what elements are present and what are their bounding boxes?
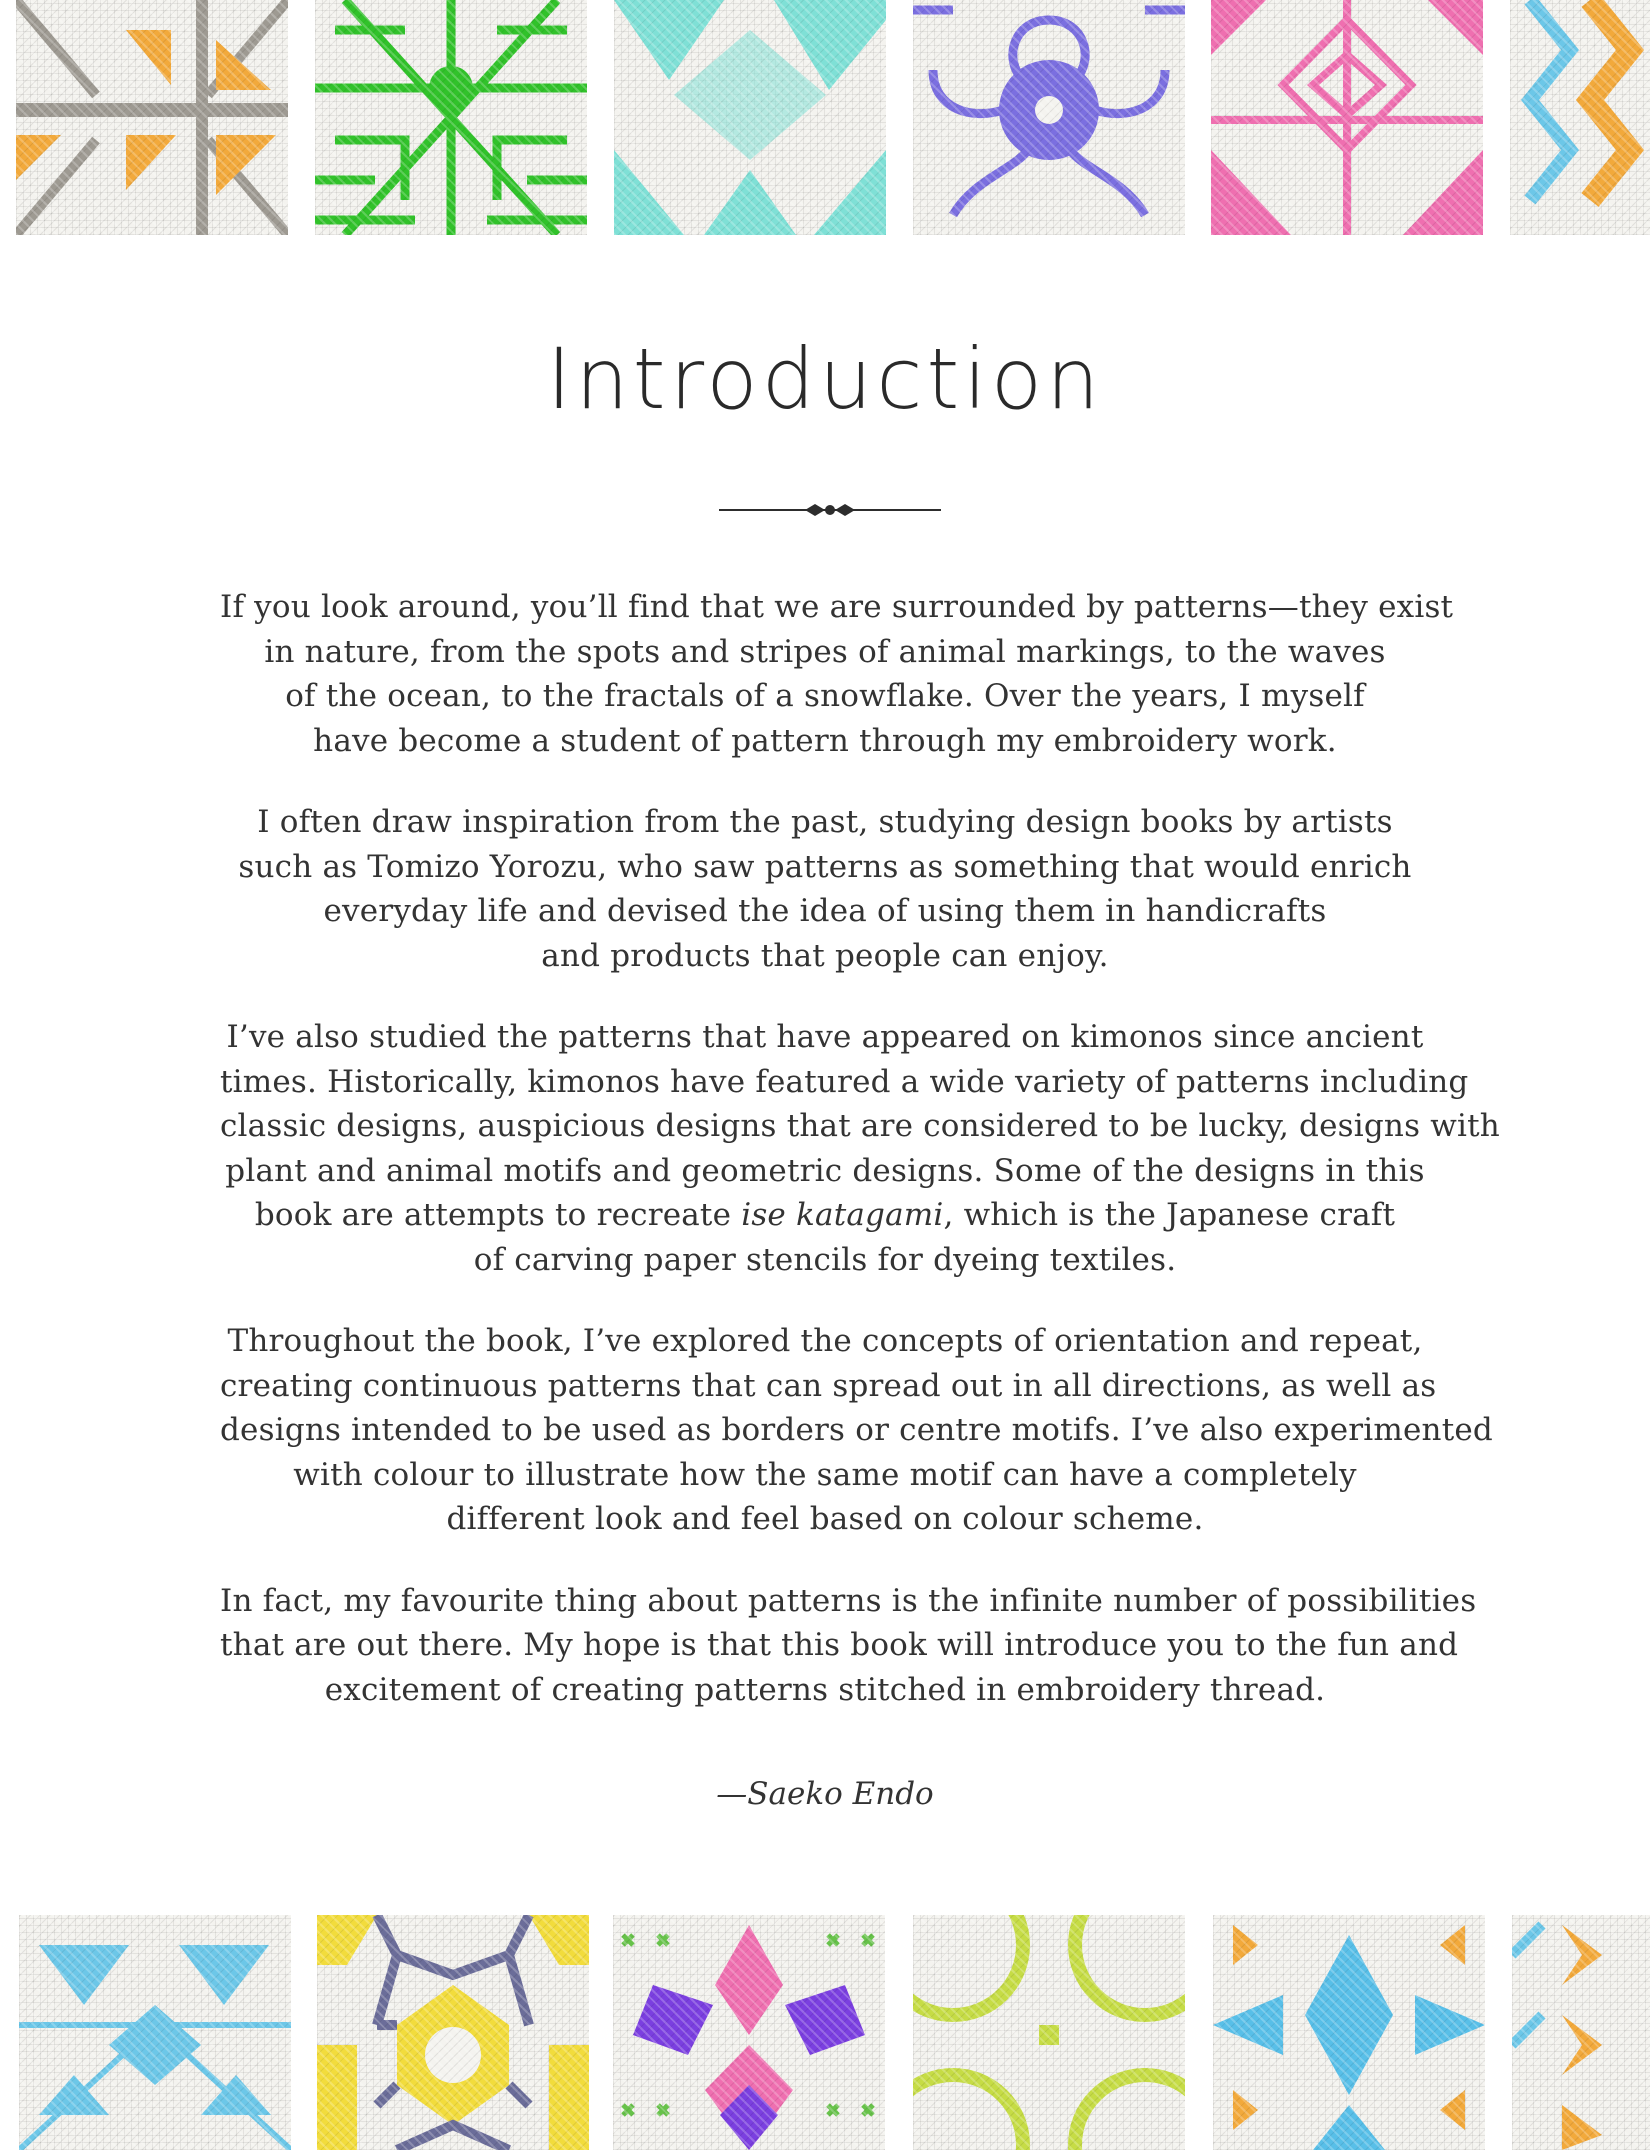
tile-lime-rings (913, 1915, 1185, 2150)
paragraph-1 (220, 585, 1454, 763)
tile-orange-arrows (1512, 1915, 1650, 2150)
p4-line-1: Throughout the book, I’ve explored the concepts of orientation and repeat, (227, 1323, 1423, 1359)
top-pattern-strip (0, 0, 1650, 235)
tile2-center (429, 66, 473, 110)
tile-green-star-art (315, 0, 587, 235)
tile-blue-lattice-art (19, 1915, 291, 2150)
tile10-center (1039, 2025, 1059, 2045)
tile6-yellow (1590, 0, 1630, 200)
p2-line-2: such as Tomizo Yorozu, who saw patterns as something that would enrich (238, 848, 1412, 885)
p3-line-5-end: , which is the Japanese craft (943, 1197, 1396, 1233)
tile12-orange (1562, 1925, 1602, 2150)
p4-line-5: different look and feel based on colour scheme. (446, 1501, 1204, 1537)
page-title: Introduction (546, 330, 1104, 428)
p1-line-2: in nature, from the spots and stripes of animal markings, to the waves (264, 633, 1386, 670)
tile11-blue (1213, 1935, 1485, 2150)
tile2-lines (315, 0, 587, 235)
tile-orange-triangles (16, 0, 288, 235)
p3-line-4: plant and animal motifs and geometric designs. Some of the designs in this (225, 1152, 1425, 1189)
p3-line-6: of carving paper stencils for dyeing textiles. (473, 1241, 1177, 1278)
p4-line-2: creating continuous patterns that can spread out in all directions, as well as (220, 1367, 1437, 1404)
tile1-tri-c (126, 135, 176, 190)
ornament-divider (719, 498, 941, 522)
tile-pink-medallion (1211, 0, 1483, 235)
tile7-shapes (39, 1945, 271, 2115)
tile-pink-violet-flower (613, 1915, 885, 2150)
p3-line-2: times. Historically, kimonos have featured a wide variety of patterns including (220, 1063, 1469, 1100)
p4-line-3: designs intended to be used as borders or centre motifs. I’ve also experimented (220, 1412, 1493, 1448)
tile-blue-zigzag-art (1510, 0, 1650, 235)
p4-line-4: with colour to illustrate how the same motif can have a completely (293, 1456, 1357, 1493)
tile-blue-orange-star (1213, 1915, 1485, 2150)
p5-line-1: In fact, my favourite thing about patterns is the infinite number of possibilities (220, 1582, 1477, 1619)
ise-katagami-term: ise katagami (741, 1197, 944, 1233)
p3-line-3: classic designs, auspicious designs that are considered to be lucky, designs with (220, 1108, 1500, 1144)
p5-line-2: that are out there. My hope is that this book will introduce you to the fun and (220, 1627, 1459, 1663)
p2-line-1: I often draw inspiration from the past, studying design books by artists (257, 804, 1393, 840)
bottom-pattern-strip (0, 1915, 1650, 2150)
tile-blue-orange-star-art (1213, 1915, 1485, 2150)
tile-yellow-hexagons (317, 1915, 589, 2150)
tile-yellow-hexagons-art (317, 1915, 589, 2150)
tile-lime-rings-art (913, 1915, 1185, 2150)
tile-pink-violet-flower-art (613, 1915, 885, 2150)
tile-orange-arrows-art (1512, 1915, 1650, 2150)
tile-pink-medallion-art (1211, 0, 1483, 235)
tile-mint-diamonds (614, 0, 886, 235)
tile6-zig (1530, 0, 1570, 200)
tile-blue-zigzag (1510, 0, 1650, 235)
p5-line-3: excitement of creating patterns stitched in embroidery thread. (324, 1671, 1326, 1708)
p2-line-3: everyday life and devised the idea of using them in handicrafts (323, 893, 1327, 929)
p1-line-3: of the ocean, to the fractals of a snowflake. Over the years, I myself (285, 678, 1365, 714)
p3-line-5 (220, 1193, 1430, 1238)
tile-purple-flower (913, 0, 1185, 235)
tile-green-star (315, 0, 587, 235)
introduction-body (220, 585, 1500, 1749)
paragraph-2 (220, 800, 1430, 978)
p3-line-1: I’ve also studied the patterns that have appeared on kimonos since ancient (226, 1019, 1424, 1055)
paragraph-4 (220, 1319, 1493, 1542)
tile-blue-lattice (19, 1915, 291, 2150)
tile1-tri-a (126, 30, 171, 85)
p1-line-4: have become a student of pattern through my embroidery work. (313, 722, 1337, 759)
author-signature: —Saeko Endo (716, 1776, 934, 1812)
tile-mint-diamonds-art (614, 0, 886, 235)
tile-orange-triangles-art (16, 0, 288, 235)
tile-purple-flower-art (913, 0, 1185, 235)
paragraph-5 (220, 1579, 1477, 1713)
p2-line-4: and products that people can enjoy. (541, 937, 1109, 974)
paragraph-3 (220, 1015, 1500, 1282)
tile3-shapes (614, 0, 886, 235)
p1-line-1: If you look around, you’ll find that we are surrounded by patterns—they exist (220, 589, 1454, 625)
tile1-tri-e (16, 135, 61, 180)
p3-line-5-start: book are attempts to recreate (254, 1197, 742, 1233)
